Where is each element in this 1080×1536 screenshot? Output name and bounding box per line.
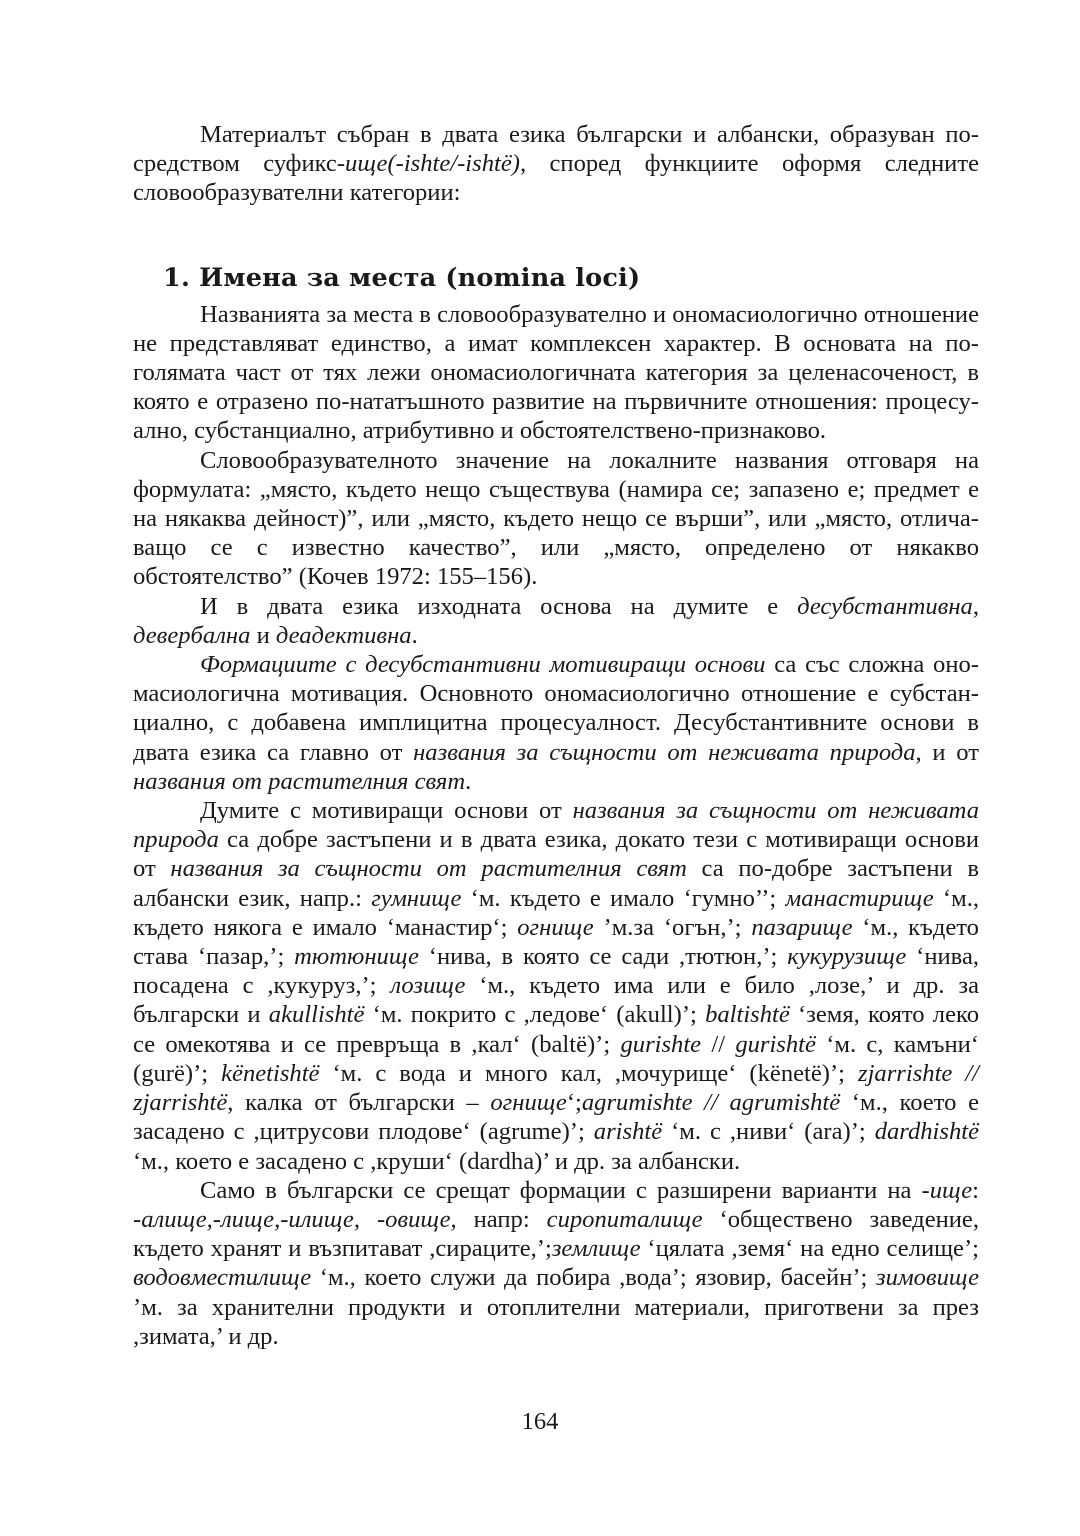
italic-run: названия за същности от растителния свят — [170, 855, 687, 883]
italic-run: названия от растителния свят — [133, 767, 466, 795]
text-run: ‘м. с, камъни‘ (gurë)’; — [133, 1030, 979, 1087]
italic-run: тютюнище — [294, 943, 419, 971]
text-run: , и от — [915, 738, 979, 766]
italic-run: dardhishtë — [874, 1118, 979, 1146]
italic-run: землище — [551, 1235, 641, 1263]
italic-run: огнище — [517, 913, 594, 941]
page-body — [133, 120, 979, 1351]
text-run: ‘м., което служи да побира ,вода’; язовир, басейн’; — [311, 1264, 877, 1292]
text-run: ’м.за ‘огън,’; — [593, 913, 752, 941]
italic-run: Формациите с десубстантивни мотивиращи основи — [200, 651, 766, 679]
text-run: ’м. за хранителни продукти и отоплителни материали, приготвени за през ,зимата,’ и др. — [133, 1293, 979, 1350]
text-run: : - — [133, 1176, 979, 1233]
text-run: ‘м. където е имало ‘гумно’’; — [461, 884, 786, 912]
text-run: , калка от български – — [227, 1089, 491, 1117]
text-run: ‘нива, в която се сади ,тютюн,’; — [418, 943, 788, 971]
italic-run: kënetishtë — [221, 1059, 320, 1087]
italic-run: сиропиталище — [546, 1205, 703, 1233]
italic-run: arishtë — [593, 1118, 663, 1146]
text-run: ‘м. покрито с ,ледове‘ (akull)’; — [364, 1001, 706, 1029]
italic-run: gurishte — [620, 1030, 702, 1058]
text-run: . — [465, 767, 472, 795]
italic-run: лозище — [390, 972, 466, 1000]
italic-run: ище(-ishte/-ishtë) — [345, 150, 520, 178]
text-run: и — [250, 621, 276, 649]
text-run: И в двата езика изходната основа на думите е — [200, 592, 798, 620]
paragraph-1: Названията за места в словообразувателно и ономасиологично отношение не представляват единство, а имат комплексен характер. В основата на по-голямата част от тях лежи ономасиологичната категория за целенасоченост, в която е отразено по-нататъшното развитие на първичните отношения: процесу-ално, субстанциално, атрибутивно и обстоятелствено-признаково. — [133, 300, 979, 445]
text-run: // — [701, 1030, 736, 1058]
paragraph-2: Словообразувателното значение на локалните названия отговаря на формулата: „място, където нещо съществува (намира се; запазено е; предмет е на някаква дейност)”, или „място, където нещо се върши”, или „място, отлича-ващо се с известно качество”, или „място, определено от някакво обстоятелство” (Кочев 1972: 155–156). — [133, 446, 979, 591]
text-run: ‘м. с вода и много кал, ,мочурище‘ (kënetë)’; — [319, 1059, 859, 1087]
italic-run: девербална — [133, 621, 251, 649]
italic-run: алище,-лище,-илище, -овище, — [141, 1205, 457, 1233]
text-run: Думите с мотивиращи основи от — [200, 797, 573, 825]
text-run: ‘м., където има или е било ,лозе,’ и др. за български и — [133, 972, 979, 1029]
text-run: ‘земя, която леко се омекотява и се превръща в ,кал‘ (baltë)’; — [133, 1001, 979, 1058]
intro-paragraph — [133, 120, 979, 208]
section-heading: 1. Имена за места (nomina loci) — [163, 262, 641, 293]
italic-run: манастирище — [785, 884, 934, 912]
italic-run: agrumishte // agrumishtë — [581, 1089, 841, 1117]
text-run: ‘цялата ,земя‘ на едно селище’; — [640, 1235, 979, 1263]
page-number: 164 — [521, 1408, 559, 1435]
italic-run: пазарище — [751, 913, 853, 941]
text-run: ‘м., където някога е имало ‘манастир‘; — [133, 884, 979, 941]
italic-run: десубстантивна — [797, 592, 973, 620]
italic-run: zjarrishte // zjarrishtë — [133, 1059, 979, 1117]
italic-run: водовместилище — [133, 1264, 312, 1292]
text-run: ‘обществено заведение, където хранят и възпитават ,сираците,’; — [133, 1205, 979, 1263]
text-run: са по-добре застъпени в албански език, напр.: — [133, 855, 979, 912]
italic-run: названия за същности от неживата природа — [413, 738, 916, 766]
text-run: Само в български се срещат формации с разширени варианти на - — [200, 1176, 930, 1204]
text-run: ‘м. с ,ниви‘ (ara)’; — [662, 1118, 875, 1146]
italic-run: деадективна — [275, 621, 412, 649]
text-run: са със сложна оно-масиологична мотивация. Основното ономасиологично отношение е субстан-циално, с добавена имплицитна процесуалност. Десубстантивните основи в двата езика са главно от — [133, 651, 979, 766]
text-run: , според функциите оформя следните словообразувателни категории: — [133, 150, 979, 207]
italic-run: зимовище — [876, 1264, 979, 1292]
italic-run: gurishtë — [735, 1030, 816, 1058]
paragraph-5 — [133, 796, 979, 1176]
text-run: , — [972, 592, 979, 620]
italic-run: кукурузище — [787, 943, 907, 971]
text-run: ‘м., което е засадено с ,цитрусови плодове‘ (agrume)’; — [133, 1089, 979, 1146]
paragraph-3 — [133, 592, 979, 650]
italic-run: akullishtë — [268, 1001, 365, 1029]
text-run: ‘м., където става ‘пазар,’; — [133, 913, 979, 971]
text-run: напр: — [456, 1205, 547, 1233]
text-run: ‘; — [566, 1089, 582, 1117]
paragraph-6 — [133, 1176, 979, 1351]
paragraph-4 — [133, 650, 979, 796]
italic-run: гумнище — [371, 884, 462, 912]
italic-run: baltishtë — [705, 1001, 790, 1029]
text-run: ‘м., което е засадено с ,круши‘ (dardha)’ и др. за албански. — [133, 1147, 741, 1175]
text-run: са добре застъпени и в двата езика, докато тези с мотивиращи основи от — [133, 826, 979, 883]
italic-run: ище — [929, 1176, 973, 1204]
text-run: Материалът събран в двата езика български и албански, образуван по-средством суфикс- — [133, 121, 979, 178]
italic-run: названия за същности от неживата природа — [133, 797, 979, 854]
italic-run: огнище — [490, 1089, 567, 1117]
text-run: ‘нива, посадена с ,кукуруз,’; — [133, 943, 980, 1000]
text-run: . — [411, 621, 418, 649]
